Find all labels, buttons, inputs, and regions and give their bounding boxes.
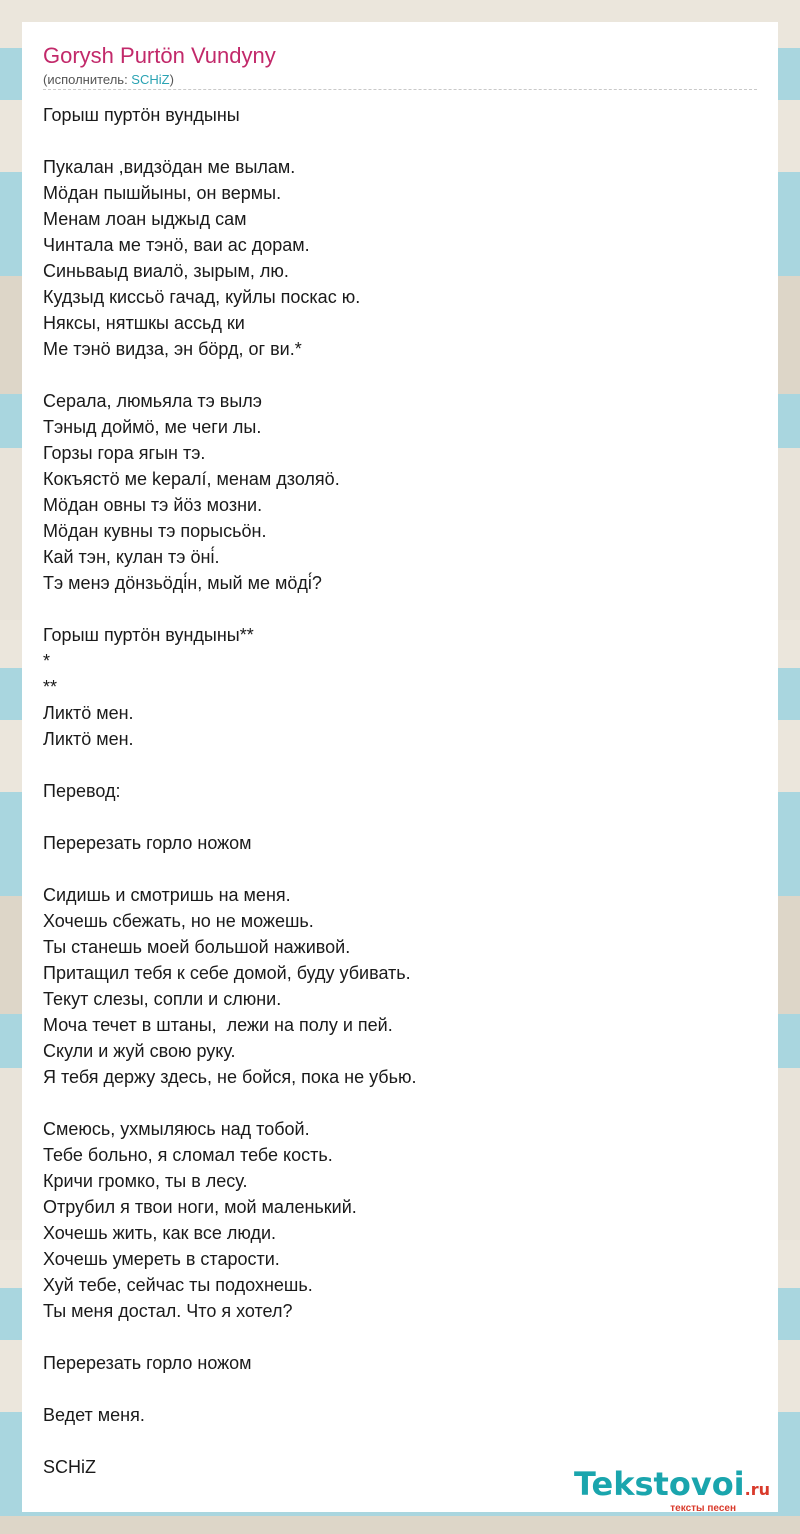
lyric-line: Чинтала ме тэнö, ваи ас дорам. [43,235,310,255]
lyric-line: Притащил тебя к себе домой, буду убивать. [43,963,411,983]
lyrics-text [43,102,757,1480]
lyric-line [43,804,757,830]
logo-name: Tekstovoi [573,1465,745,1503]
performer-suffix: ) [169,72,174,87]
lyric-line: Горыш пуртöн вундыны [43,105,240,125]
lyric-line: Перевод: [43,781,121,801]
lyric-line: Скули и жуй свою руку. [43,1041,236,1061]
lyric-line: Кокъястö ме keралí, менам дзоляö. [43,469,340,489]
lyric-line: * [43,651,51,671]
lyric-line [43,856,757,882]
lyric-line: ** [43,677,58,697]
lyric-line: Ты меня достал. Что я хотел? [43,1301,293,1321]
lyric-line: Кудзыд киссьö гачад, куйлы поскас ю. [43,287,361,307]
lyric-line: Тебе больно, я сломал тебе кость. [43,1145,333,1165]
lyric-line: Ме тэнö видза, эн бöрд, ог ви.* [43,339,302,359]
lyric-line: Хочешь сбежать, но не можешь. [43,911,314,931]
lyric-line: Няксы, нятшкы ассьд ки [43,313,245,333]
performer-prefix: (исполнитель: [43,72,132,87]
lyric-line: Ты станешь моей большой наживой. [43,937,351,957]
lyric-line [43,362,757,388]
lyric-line: Отрубил я твои ноги, мой маленький. [43,1197,357,1217]
lyric-line: Моча течет в штаны, лежи на полу и пей. [43,1015,393,1035]
lyric-line: Ведет меня. [43,1405,145,1425]
lyric-line: Ликтö мен. [43,729,134,749]
lyric-line: Перерезать горло ножом [43,1353,252,1373]
lyric-line: Тэныд доймö, ме чеги лы. [43,417,262,437]
lyric-line: Хочешь жить, как все люди. [43,1223,277,1243]
lyric-line: Смеюсь, ухмыляюсь над тобой. [43,1119,310,1139]
lyric-line: Кай тэн, кулан тэ öні́. [43,547,220,567]
lyric-line: Менам лоан ыджыд сам [43,209,247,229]
lyric-line: Кричи громко, ты в лесу. [43,1171,248,1191]
logo-wordmark [574,1467,770,1507]
site-logo[interactable] [574,1467,770,1514]
lyric-line: Мöдан овны тэ йöз мозни. [43,495,263,515]
performer-line [43,71,757,90]
song-title: Gorysh Purtön Vundyny [43,43,276,68]
lyric-line [43,1324,757,1350]
lyric-line [43,1428,757,1454]
lyric-line: Тэ менэ дöнзьöді́н, мый ме мöді́? [43,573,322,593]
lyric-line: Я тебя держу здесь, не бойся, пока не убью. [43,1067,417,1087]
lyrics-card [22,22,778,1512]
lyric-line [43,1090,757,1116]
lyric-line: Перерезать горло ножом [43,833,252,853]
lyric-line [43,596,757,622]
lyric-line: Хуй тебе, сейчас ты подохнешь. [43,1275,313,1295]
lyric-line: Синьваыд виалö, зырым, лю. [43,261,289,281]
lyric-line: Мöдан пышйыны, он вермы. [43,183,282,203]
lyric-line: Горзы гора ягын тэ. [43,443,206,463]
lyric-line: Хочешь умереть в старости. [43,1249,280,1269]
logo-tagline: тексты песен [670,1503,736,1514]
lyric-line: Сидишь и смотришь на меня. [43,885,291,905]
lyric-line [43,752,757,778]
lyric-line [43,128,757,154]
lyric-line: Текут слезы, сопли и слюни. [43,989,282,1009]
lyric-line: Горыш пуртöн вундыны** [43,625,254,645]
lyric-line [43,1376,757,1402]
lyric-line: Мöдан кувны тэ порысьöн. [43,521,267,541]
lyric-line: Пукалан ,видзöдан ме вылам. [43,157,296,177]
lyric-line: SCHiZ [43,1457,96,1477]
lyric-line: Ликтö мен. [43,703,134,723]
logo-domain: .ru [744,1480,770,1499]
lyric-line: Серала, люмьяла тэ вылэ [43,391,262,411]
performer-link[interactable]: SCHiZ [131,72,170,87]
